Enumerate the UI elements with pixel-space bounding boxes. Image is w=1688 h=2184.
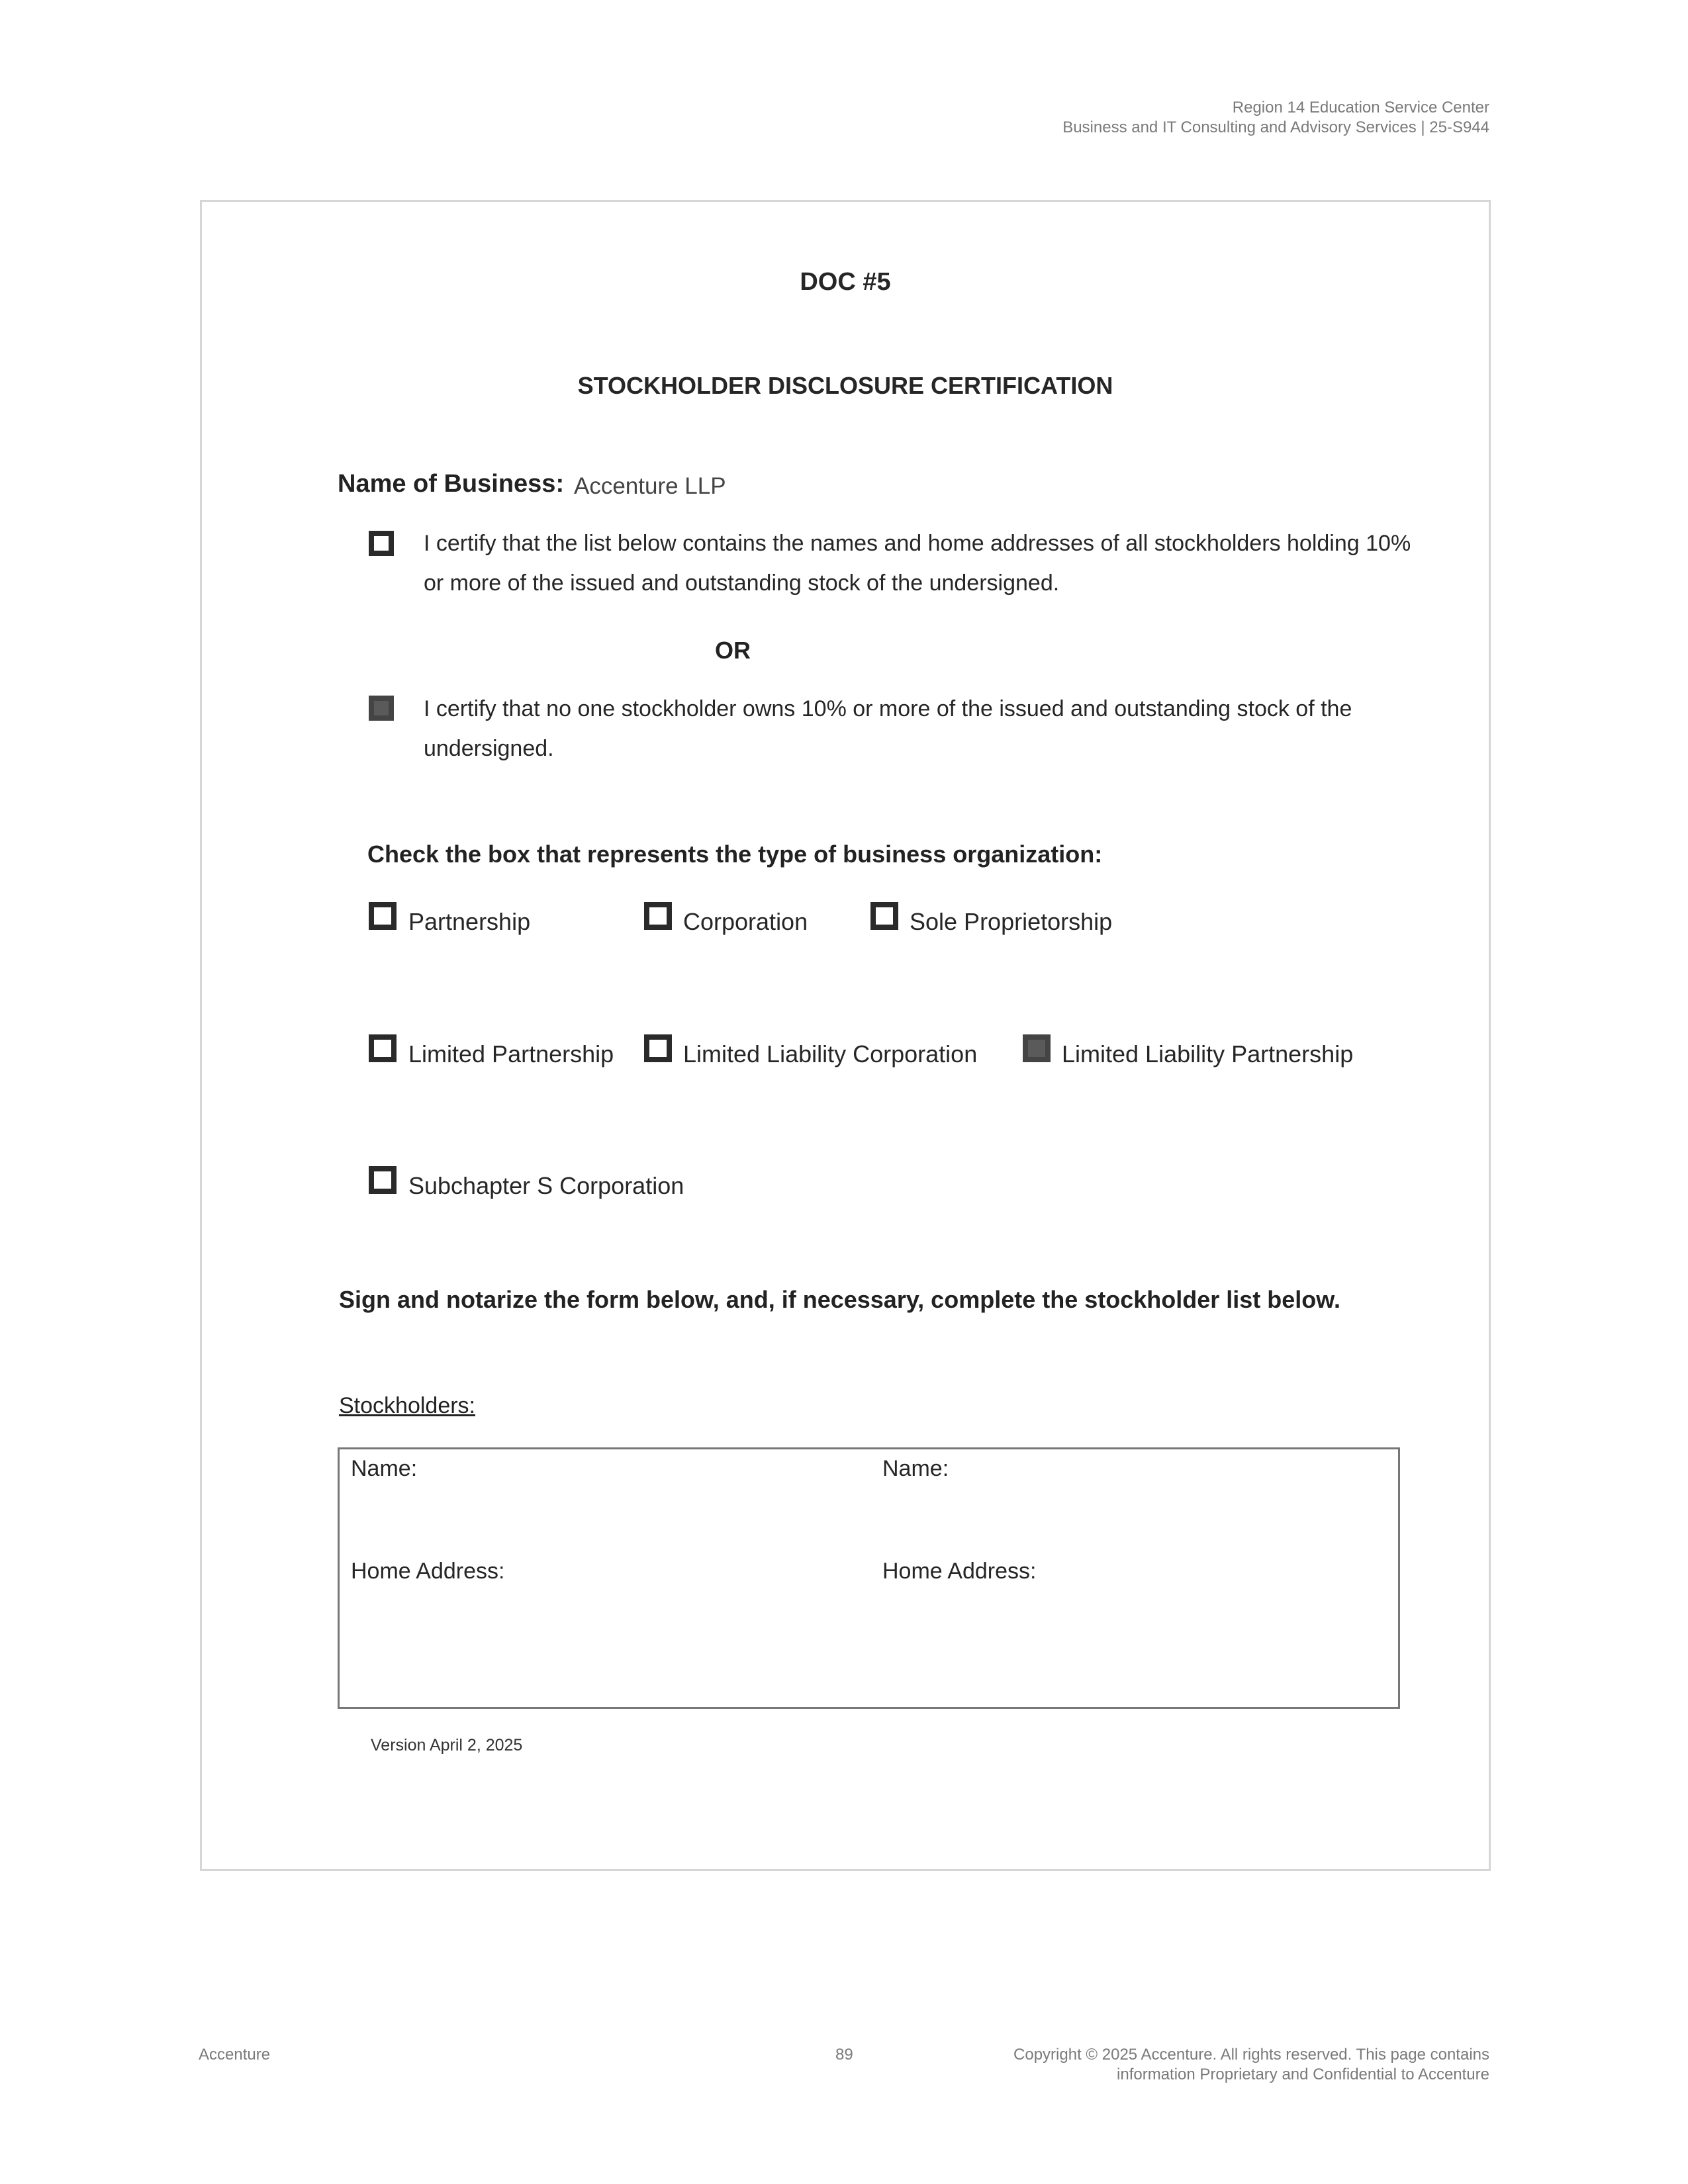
limited-partnership-label: Limited Partnership [408, 1040, 614, 1068]
llc-checkbox[interactable] [644, 1034, 672, 1062]
llp-label: Limited Liability Partnership [1062, 1040, 1354, 1068]
address-label-right: Home Address: [882, 1559, 1037, 1584]
version-text: Version April 2, 2025 [371, 1736, 523, 1754]
partnership-checkbox[interactable] [369, 902, 397, 930]
page-header [1062, 98, 1489, 138]
partnership-label: Partnership [408, 908, 531, 935]
org-type-prompt: Check the box that represents the type of business organization: [367, 841, 1103, 868]
footer-page-number: 89 [835, 2046, 853, 2064]
address-label-left: Home Address: [351, 1559, 505, 1584]
stockholders-label: Stockholders: [339, 1393, 475, 1418]
certify-list-text: I certify that the list below contains the names and home addresses of all stockholders holding 10% or more of the issued and outstanding stock of the undersigned. [424, 531, 1411, 596]
business-name-label: Name of Business: [338, 470, 565, 498]
header-line-2: Business and IT Consulting and Advisory Services | 25-S944 [1062, 118, 1489, 136]
footer-company: Accenture [199, 2046, 271, 2064]
name-label-left: Name: [351, 1456, 418, 1481]
sign-instruction: Sign and notarize the form below, and, if necessary, complete the stockholder list below. [339, 1286, 1340, 1313]
doc-number: DOC #5 [800, 268, 891, 296]
sole-proprietorship-checkbox[interactable] [870, 902, 898, 930]
subchapter-s-checkbox[interactable] [369, 1166, 397, 1194]
header-line-1: Region 14 Education Service Center [1232, 99, 1489, 116]
form-title: STOCKHOLDER DISCLOSURE CERTIFICATION [577, 372, 1113, 399]
copyright-line-1: Copyright © 2025 Accenture. All rights reserved. This page contains [1013, 2046, 1489, 2064]
or-label: OR [715, 637, 751, 664]
llc-label: Limited Liability Corporation [683, 1040, 978, 1068]
sole-proprietorship-label: Sole Proprietorship [910, 908, 1113, 935]
subchapter-s-label: Subchapter S Corporation [408, 1172, 684, 1199]
corporation-checkbox[interactable] [644, 902, 672, 930]
stockholder-table [338, 1447, 1400, 1709]
name-label-right: Name: [882, 1456, 949, 1481]
footer-copyright [1013, 2045, 1489, 2085]
certify-none-text: I certify that no one stockholder owns 10% or more of the issued and outstanding stock of the undersigned. [424, 696, 1352, 761]
corporation-label: Corporation [683, 908, 808, 935]
business-name-value[interactable]: Accenture LLP [574, 473, 726, 499]
copyright-line-2: information Proprietary and Confidential to Accenture [1117, 2066, 1489, 2083]
form-frame [200, 200, 1491, 1871]
certify-list-checkbox[interactable] [369, 531, 394, 556]
limited-partnership-checkbox[interactable] [369, 1034, 397, 1062]
certify-none-checkbox[interactable] [369, 696, 394, 721]
llp-checkbox[interactable] [1023, 1034, 1051, 1062]
